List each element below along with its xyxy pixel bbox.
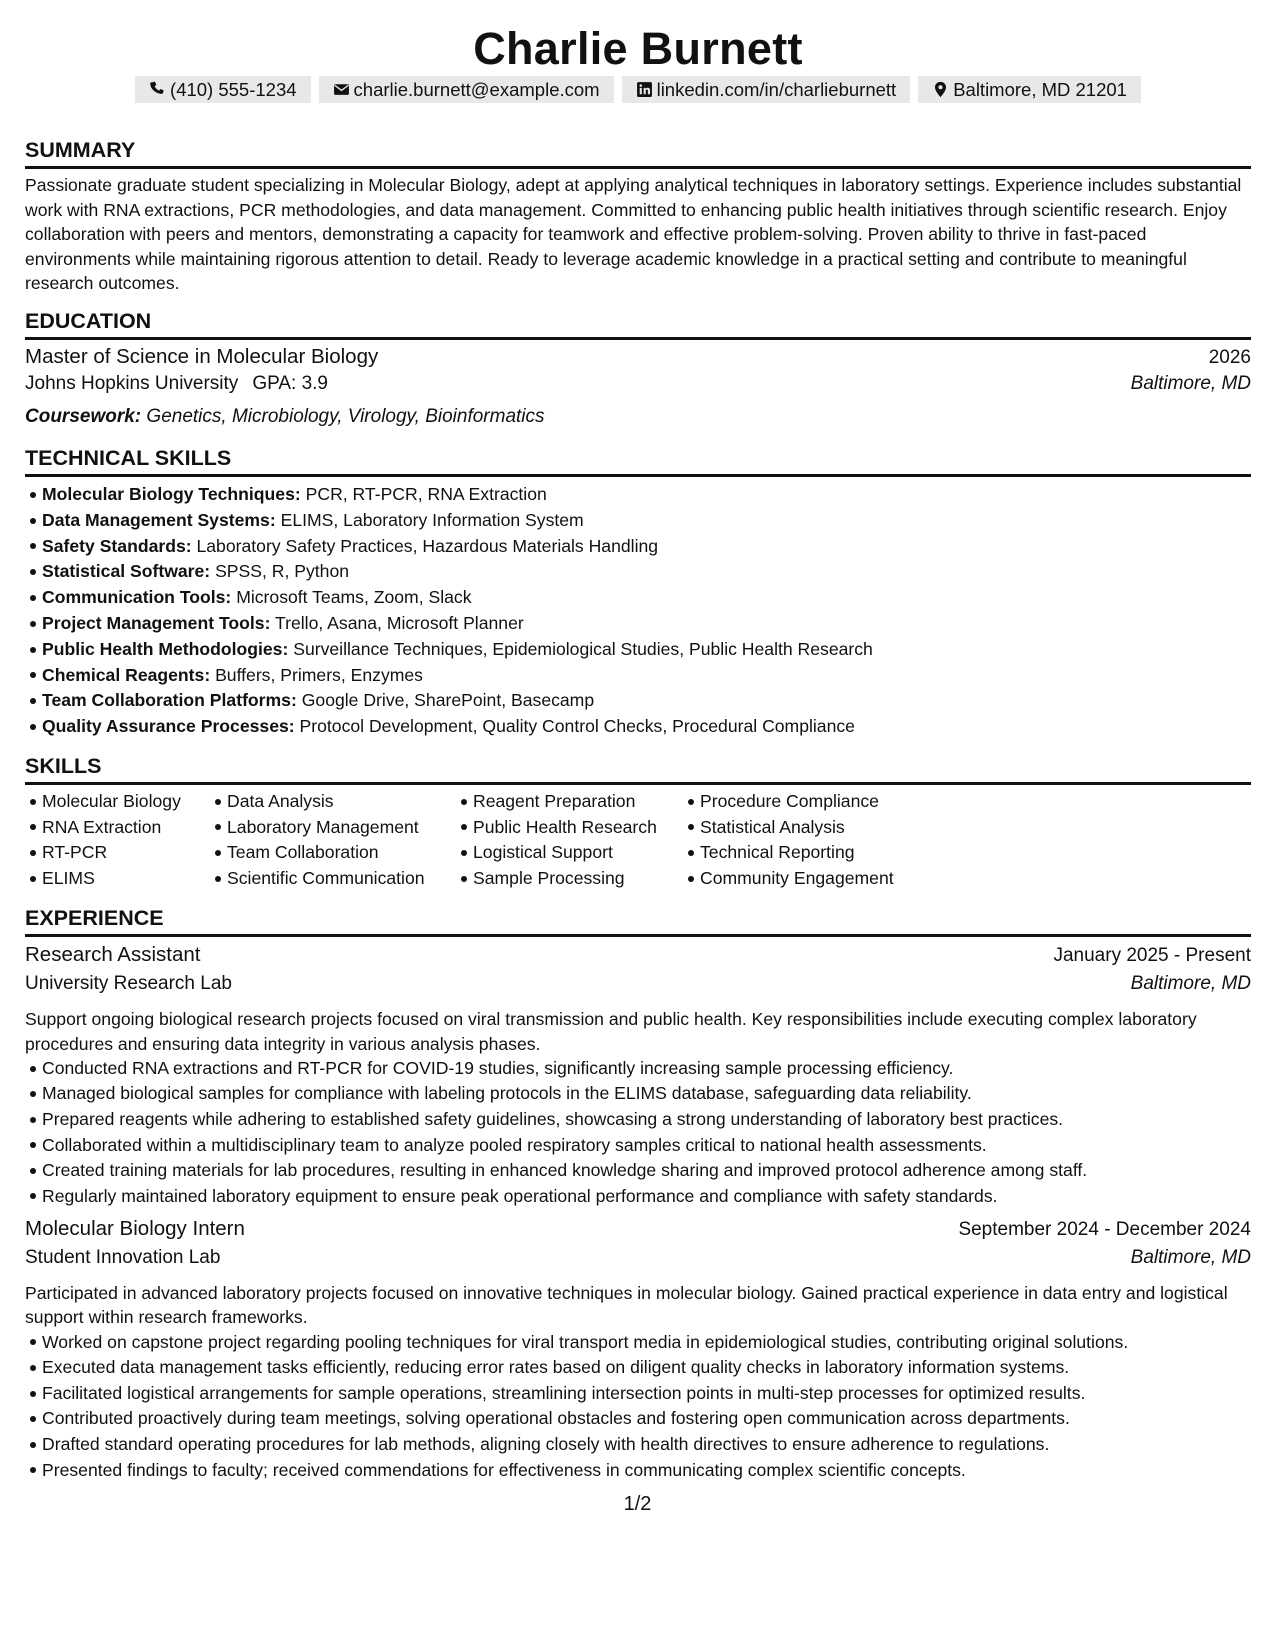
contact-phone [135,76,311,103]
job-entry [25,1217,1251,1483]
job-title-row [25,943,1251,973]
list-item: Managed biological samples for compliance with labeling protocols in the ELIMS database, safeguarding data reliability. [25,1081,1251,1107]
envelope-icon [333,81,350,98]
job-location: Baltimore, MD [1130,973,1251,995]
summary-section [25,138,1251,296]
skill-value: ELIMS, Laboratory Information System [280,509,584,530]
skills-column-2 [210,789,456,891]
technical-skills-list [25,482,1251,740]
list-item: Created training materials for lab procedures, resulting in enhanced knowledge sharing and improved protocol adherence among staff. [25,1158,1251,1184]
list-item: RT-PCR [25,840,210,866]
list-item: RNA Extraction [25,815,210,841]
map-marker-icon [932,81,949,98]
job-description: Participated in advanced laboratory projects focused on innovative techniques in molecular biology. Gained practical experience in data entry and logistical support within research frameworks. [25,1283,1228,1328]
list-item [25,559,1251,585]
education-section [25,309,1251,432]
skill-value: Surveillance Techniques, Epidemiological Studies, Public Health Research [293,638,873,659]
contact-location [918,76,1141,103]
resume-page [25,0,1251,1483]
list-item [25,714,1251,740]
technical-skills-section [25,446,1251,740]
contact-linkedin-text: linkedin.com/in/charlieburnett [656,78,897,100]
skill-label: Quality Assurance Processes: [42,716,295,737]
skill-label: Communication Tools: [42,587,232,608]
list-item: Drafted standard operating procedures for lab methods, aligning closely with health directives to ensure adherence to regulations. [25,1432,1251,1458]
skill-label: Data Management Systems: [42,509,276,530]
job-org-row [25,973,1251,1001]
skill-value: Buffers, Primers, Enzymes [215,664,423,685]
job-dates: September 2024 - December 2024 [958,1219,1251,1241]
skill-label: Statistical Software: [42,561,211,582]
job-organization: University Research Lab [25,973,232,995]
list-item: Logistical Support [456,840,683,866]
list-item [25,534,1251,560]
skill-value: PCR, RT-PCR, RNA Extraction [305,483,547,504]
list-item: Contributed proactively during team meetings, solving operational obstacles and fostering open communication across departments. [25,1406,1251,1432]
job-bullets [25,1056,1251,1210]
skill-label: Chemical Reagents: [42,664,211,685]
list-item: ELIMS [25,866,210,892]
skill-label: Public Health Methodologies: [42,638,289,659]
contact-bar [25,76,1251,103]
list-item [25,688,1251,714]
list-item: Molecular Biology [25,789,210,815]
skills-column-4 [683,789,943,891]
job-title-row [25,1217,1251,1247]
skills-heading: SKILLS [25,754,1251,785]
list-item: Data Analysis [210,789,456,815]
list-item: Community Engagement [683,866,943,892]
skill-value: Laboratory Safety Practices, Hazardous Materials Handling [196,535,659,556]
list-item: Collaborated within a multidisciplinary team to analyze pooled respiratory samples critical to national health assessments. [25,1133,1251,1159]
skill-label: Team Collaboration Platforms: [42,690,297,711]
experience-heading: EXPERIENCE [25,906,1251,937]
list-item: Reagent Preparation [456,789,683,815]
summary-heading: SUMMARY [25,138,1251,169]
skill-value: Microsoft Teams, Zoom, Slack [236,587,472,608]
job-bullets [25,1330,1251,1484]
skill-value: Protocol Development, Quality Control Checks, Procedural Compliance [299,716,855,737]
contact-phone-text: (410) 555-1234 [170,78,297,100]
summary-text: Passionate graduate student specializing in Molecular Biology, adept at applying analytical techniques in laboratory settings. Experience includes substantial work with RNA extractions, PCR methodologies, and data management. Committed to enhancing public health initiatives through scientific research. Enjoy collaboration with peers and mentors, demonstrating a capacity for teamwork and effective problem-solving. Proven ability to thrive in fast-paced environments while maintaining rigorous attention to detail. Ready to leverage academic knowledge in a practical setting and contribute to meaningful research outcomes. [25,175,1242,294]
list-item: Regularly maintained laboratory equipment to ensure peak operational performance and compliance with safety standards. [25,1184,1251,1210]
list-item: Laboratory Management [210,815,456,841]
skill-value: Google Drive, SharePoint, Basecamp [301,690,595,711]
list-item [25,585,1251,611]
technical-skills-heading: TECHNICAL SKILLS [25,446,1251,477]
list-item: Presented findings to faculty; received commendations for effectiveness in communicating complex scientific concepts. [25,1458,1251,1484]
list-item [25,663,1251,689]
list-item: Public Health Research [456,815,683,841]
education-school-row [25,373,1251,402]
school-name: Johns Hopkins University [25,372,239,394]
list-item: Technical Reporting [683,840,943,866]
graduation-year: 2026 [1208,346,1251,368]
school-line [25,373,328,395]
list-item: Prepared reagents while adhering to established safety guidelines, showcasing a strong understanding of laboratory best practices. [25,1107,1251,1133]
list-item [25,508,1251,534]
school-location: Baltimore, MD [1130,372,1251,394]
contact-email-text: charlie.burnett@example.com [353,78,600,100]
skill-label: Safety Standards: [42,535,192,556]
list-item: Procedure Compliance [683,789,943,815]
coursework-label: Coursework: [25,405,142,427]
list-item: Scientific Communication [210,866,456,892]
list-item: Conducted RNA extractions and RT-PCR for COVID-19 studies, significantly increasing sample processing efficiency. [25,1056,1251,1082]
skill-label: Project Management Tools: [42,612,271,633]
skill-label: Molecular Biology Techniques: [42,483,301,504]
job-location: Baltimore, MD [1130,1247,1251,1269]
gpa: GPA: 3.9 [252,372,328,394]
phone-icon [149,81,166,98]
list-item: Facilitated logistical arrangements for sample operations, streamlining intersection points in multi-step processes for optimized results. [25,1381,1251,1407]
list-item: Sample Processing [456,866,683,892]
job-organization: Student Innovation Lab [25,1247,221,1269]
contact-linkedin[interactable] [622,76,911,103]
skills-column-3 [456,789,683,891]
education-heading: EDUCATION [25,309,1251,340]
list-item [25,482,1251,508]
job-description: Support ongoing biological research projects focused on viral transmission and public health. Key responsibilities include executing complex laboratory procedures and ensuring data integrity in various analysis phases. [25,1009,1197,1054]
job-entry [25,943,1251,1209]
skills-column-1 [25,789,210,891]
linkedin-icon [636,81,653,98]
job-role: Molecular Biology Intern [25,1217,245,1241]
job-org-row [25,1247,1251,1275]
degree-title: Master of Science in Molecular Biology [25,344,379,368]
candidate-name: Charlie Burnett [473,23,803,74]
education-degree-row [25,345,1251,373]
job-dates: January 2025 - Present [1053,945,1251,967]
coursework-list: Genetics, Microbiology, Virology, Bioinformatics [146,405,545,427]
list-item: Statistical Analysis [683,815,943,841]
experience-section [25,906,1251,1483]
skill-value: Trello, Asana, Microsoft Planner [275,612,524,633]
list-item [25,611,1251,637]
list-item [25,637,1251,663]
list-item: Executed data management tasks efficiently, reducing error rates based on diligent quality checks in laboratory information systems. [25,1355,1251,1381]
list-item: Team Collaboration [210,840,456,866]
job-role: Research Assistant [25,943,201,967]
page-number: 1/2 [623,1493,652,1515]
skills-grid [25,789,1251,891]
contact-location-text: Baltimore, MD 21201 [953,78,1127,100]
contact-email[interactable] [319,76,614,103]
list-item: Worked on capstone project regarding pooling techniques for viral transport media in epidemiological studies, contributing original solutions. [25,1330,1251,1356]
skill-value: SPSS, R, Python [215,561,350,582]
skills-section [25,754,1251,891]
coursework-line [25,402,1251,432]
